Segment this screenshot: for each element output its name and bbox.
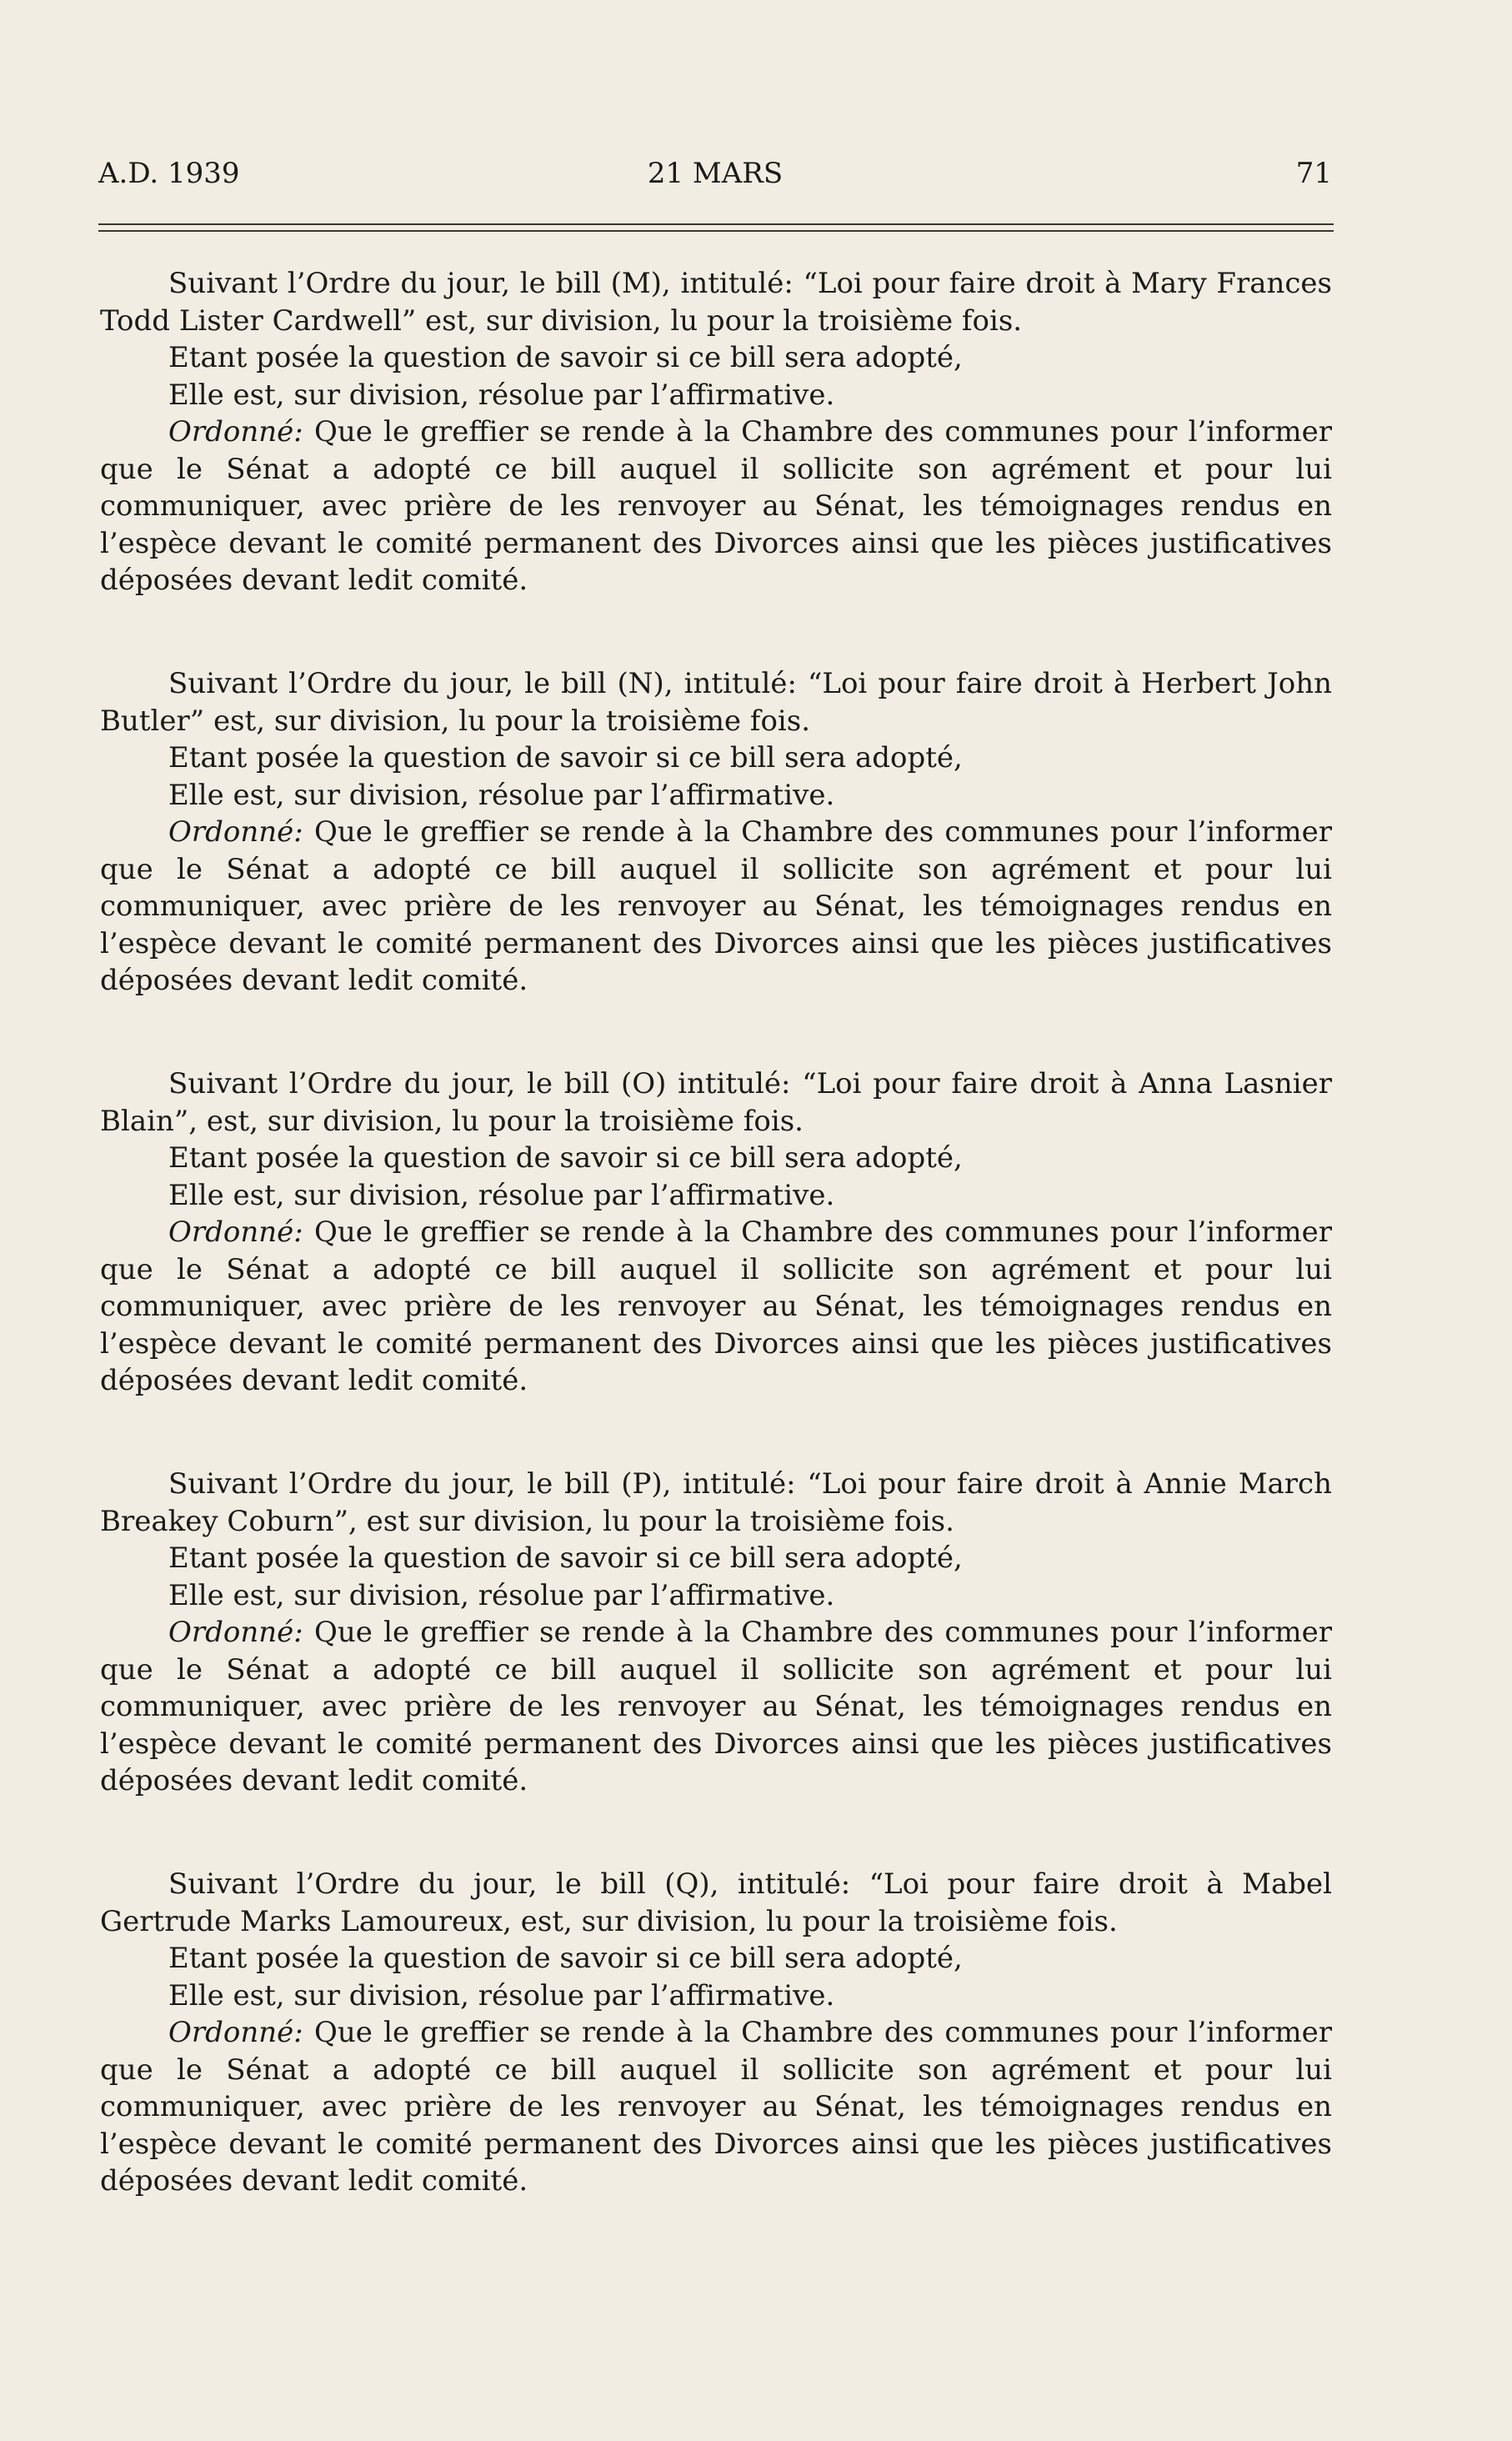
bill-intro: Suivant l’Ordre du jour, le bill (O) intitulé: “Loi pour faire droit à Anna Lasnier Blain”, est, sur division, lu pour la troisième fois. (100, 1067, 1332, 1138)
bill-question: Etant posée la question de savoir si ce bill sera adopté, (168, 741, 963, 774)
order-text: Que le greffier se rende à la Chambre des communes pour l’informer que le Sénat a adopté ce bill auquel il sollicite son agrément et pour lui communiquer, avec prière de les renvoyer au Sénat, les témoignages rendus en l’espèce devant le comité permanent des Divorces ainsi que les pièces justificatives déposées devant ledit comité. (100, 1215, 1332, 1397)
order-text: Que le greffier se rende à la Chambre des communes pour l’informer que le Sénat a adopté ce bill auquel il sollicite son agrément et pour lui communiquer, avec prière de les renvoyer au Sénat, les témoignages rendus en l’espèce devant le comité permanent des Divorces ainsi que les pièces justificatives déposées devant ledit comité. (100, 815, 1332, 997)
bill-entry (100, 1065, 1332, 1466)
bill-entry (100, 1866, 1332, 2266)
order-label: Ordonné: (168, 415, 303, 449)
bill-entry (100, 1466, 1332, 1866)
bill-entry (100, 265, 1332, 665)
order-label: Ordonné: (168, 2016, 303, 2049)
bill-intro: Suivant l’Ordre du jour, le bill (P), intitulé: “Loi pour faire droit à Annie March Breakey Coburn”, est sur division, lu pour la troisième fois. (100, 1467, 1332, 1538)
bill-intro: Suivant l’Ordre du jour, le bill (Q), intitulé: “Loi pour faire droit à Mabel Gertrude Marks Lamoureux, est, sur division, lu pour la troisième fois. (100, 1867, 1332, 1938)
header-rule-top (98, 223, 1334, 225)
bill-intro: Suivant l’Ordre du jour, le bill (M), intitulé: “Loi pour faire droit à Mary Frances Todd Lister Cardwell” est, sur division, lu pour la troisième fois. (100, 267, 1332, 338)
bill-question: Etant posée la question de savoir si ce bill sera adopté, (168, 1942, 963, 1975)
order-text: Que le greffier se rende à la Chambre des communes pour l’informer que le Sénat a adopté ce bill auquel il sollicite son agrément et pour lui communiquer, avec prière de les renvoyer au Sénat, les témoignages rendus en l’espèce devant le comité permanent des Divorces ainsi que les pièces justificatives déposées devant ledit comité. (100, 415, 1332, 597)
order-label: Ordonné: (168, 815, 303, 849)
bill-order (100, 1614, 1332, 1800)
bill-intro: Suivant l’Ordre du jour, le bill (N), intitulé: “Loi pour faire droit à Herbert John Butler” est, sur division, lu pour la troisième fois. (100, 667, 1332, 738)
bill-order (100, 2014, 1332, 2200)
order-text: Que le greffier se rende à la Chambre des communes pour l’informer que le Sénat a adopté ce bill auquel il sollicite son agrément et pour lui communiquer, avec prière de les renvoyer au Sénat, les témoignages rendus en l’espèce devant le comité permanent des Divorces ainsi que les pièces justificatives déposées devant ledit comité. (100, 2016, 1332, 2198)
bill-result: Elle est, sur division, résolue par l’affirmative. (168, 1178, 835, 1212)
order-label: Ordonné: (168, 1616, 303, 1649)
running-head (98, 157, 1332, 198)
order-label: Ordonné: (168, 1215, 303, 1249)
order-text: Que le greffier se rende à la Chambre des communes pour l’informer que le Sénat a adopté ce bill auquel il sollicite son agrément et pour lui communiquer, avec prière de les renvoyer au Sénat, les témoignages rendus en l’espèce devant le comité permanent des Divorces ainsi que les pièces justificatives déposées devant ledit comité. (100, 1616, 1332, 1797)
date-label: 21 MARS (647, 157, 784, 190)
bill-question: Etant posée la question de savoir si ce bill sera adopté, (168, 1541, 963, 1575)
bill-question: Etant posée la question de savoir si ce bill sera adopté, (168, 1141, 963, 1175)
bill-entry (100, 665, 1332, 1065)
bill-result: Elle est, sur division, résolue par l’affirmative. (168, 378, 835, 412)
page-number: 71 (1295, 157, 1332, 190)
bill-order (100, 1214, 1332, 1400)
bill-result: Elle est, sur division, résolue par l’affirmative. (168, 1578, 835, 1612)
year-label: A.D. 1939 (98, 157, 240, 190)
bill-order (100, 814, 1332, 1000)
bill-result: Elle est, sur division, résolue par l’affirmative. (168, 1978, 835, 2012)
bill-result: Elle est, sur division, résolue par l’affirmative. (168, 778, 835, 812)
header-rule-bottom (98, 230, 1334, 232)
bill-order (100, 414, 1332, 599)
bill-entries (100, 265, 1332, 2266)
bill-question: Etant posée la question de savoir si ce bill sera adopté, (168, 341, 963, 374)
